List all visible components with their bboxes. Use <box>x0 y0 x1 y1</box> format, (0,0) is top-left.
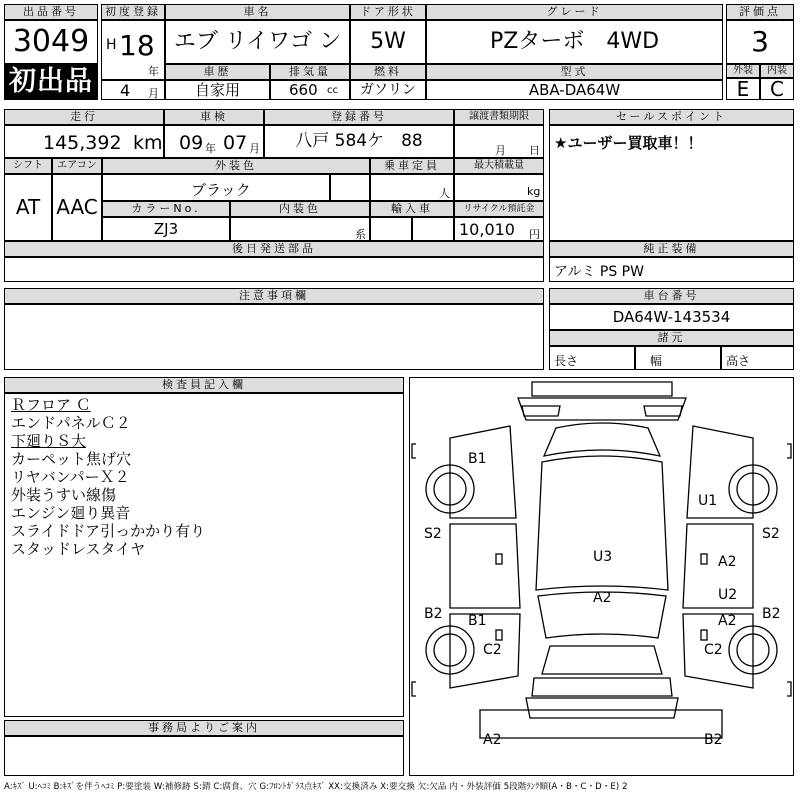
front-bumper-shape <box>532 382 672 396</box>
capacity-box <box>370 174 454 201</box>
mileage-unit: km <box>133 132 163 154</box>
shift-label: シフト <box>4 158 52 174</box>
genuine-equipment: アルミ PS PW <box>554 264 644 280</box>
inspector-notes-box <box>4 393 404 717</box>
later-parts-label: 後日発送部品 <box>4 241 544 257</box>
recycle-fee: 10,010 <box>459 220 515 239</box>
transfer-deadline-label: 譲渡書類期限 <box>454 109 544 125</box>
damage-mark: S2 <box>762 526 780 542</box>
model-code-label: 型式 <box>426 64 723 80</box>
damage-mark-layer <box>424 451 781 748</box>
damage-mark: A2 <box>483 732 502 748</box>
damage-mark: U3 <box>593 549 613 565</box>
bracket-right-rear <box>787 682 791 696</box>
inspector-note: Ｒフロア Ｃ <box>11 396 91 414</box>
grade-label: グレード <box>426 4 723 20</box>
first-registration-label: 初度登録 <box>101 4 165 20</box>
bracket-left-rear <box>412 682 416 696</box>
left-grille-shape <box>522 406 560 416</box>
office-notice-label: 事務局よりご案内 <box>4 720 404 736</box>
car-name-label: 車名 <box>165 4 350 20</box>
front-panel-shape <box>518 398 686 420</box>
inspector-note: 外装うすい線傷 <box>11 486 117 504</box>
max-load-label: 最大積載量 <box>454 158 544 174</box>
fuel-type: ガソリン <box>350 80 426 100</box>
grade: PZターボ 4WD <box>426 20 723 64</box>
displacement-label: 排気量 <box>270 64 350 80</box>
office-notice-box <box>4 736 404 776</box>
mileage-value: 145,392 <box>43 132 122 154</box>
shift-value: AT <box>4 174 52 241</box>
rear-glass-shape <box>542 646 662 674</box>
fuel-label: 燃料 <box>350 64 426 80</box>
inspector-note: リヤバンパーＸ２ <box>11 468 130 486</box>
dimensions-label: 諸元 <box>549 330 794 346</box>
displacement: 660 <box>289 81 318 99</box>
bracket-right-front <box>787 444 791 458</box>
year-unit: 年 <box>148 65 159 78</box>
sales-point-label: セールスポイント <box>549 109 794 125</box>
plate-label: 登録番号 <box>264 109 454 125</box>
inspector-notes-list <box>11 396 397 558</box>
import-box-left <box>370 217 412 241</box>
month-unit: 月 <box>148 87 159 100</box>
interior-color-box <box>230 217 370 241</box>
length-label: 長さ <box>554 354 579 368</box>
rear-gate-shape <box>532 678 672 696</box>
transfer-day-unit: 日 <box>529 144 540 157</box>
interior-grade: C <box>760 78 794 100</box>
inspector-note: スライドドア引っかかり有り <box>11 522 206 540</box>
chassis-number: DA64W-143534 <box>549 304 794 330</box>
interior-color-unit: 系 <box>355 228 366 241</box>
caution-box <box>4 304 544 370</box>
right-front-door-shape <box>687 426 753 518</box>
genuine-equipment-box <box>549 257 794 282</box>
inspector-note: スタッドレスタイヤ <box>11 540 146 558</box>
mileage-box <box>4 125 164 158</box>
recycle-box <box>454 217 544 241</box>
inspector-notes-label: 検査員記入欄 <box>4 377 404 393</box>
exterior-grade: E <box>726 78 760 100</box>
exterior-label: 外装 <box>726 64 760 78</box>
caution-label: 注意事項欄 <box>4 288 544 304</box>
ac-value: AAC <box>52 174 102 241</box>
inspector-note: エンドパネルＣ２ <box>11 414 131 432</box>
registration-month-box <box>101 80 165 100</box>
first-registration-box <box>101 20 165 80</box>
lot-number: 3049 <box>4 20 98 64</box>
later-parts-box <box>4 257 544 282</box>
inspection-label: 車検 <box>164 109 264 125</box>
color-number-label: カラーNo. <box>102 201 230 217</box>
recycle-label: リサイクル預託金 <box>454 201 544 217</box>
registration-year: 18 <box>119 29 155 62</box>
damage-mark: B1 <box>468 613 487 629</box>
sales-point-box <box>549 125 794 241</box>
chassis-label: 車台番号 <box>549 288 794 304</box>
left-rear-handle <box>496 630 502 640</box>
registration-month: 4 <box>120 81 131 100</box>
legend-text: A:ｷｽﾞ U:ﾍｺﾐ B:ｷｽﾞを伴うﾍｺﾐ P:要塗装 W:補修跡 S:錆 C:腐食、穴 G:ﾌﾛﾝﾄｶﾞﾗｽ点ｷｽﾞ XX:交換済み X:要交換 欠:欠品 内・外装評価 5段階ﾗﾝｸ順(A・B・C・D・E) 2 <box>4 782 628 792</box>
transfer-month-unit: 月 <box>495 144 506 157</box>
history-label: 車歴 <box>165 64 270 80</box>
damage-mark: S2 <box>424 526 442 542</box>
inspection-year: 09 <box>179 132 204 154</box>
import-label: 輸入車 <box>370 201 454 217</box>
windshield-shape <box>544 423 660 456</box>
exterior-color-extra <box>330 174 370 201</box>
sales-point: ★ユーザー買取車！！ <box>554 134 703 152</box>
inspection-month-unit: 月 <box>249 142 260 155</box>
right-handle <box>701 554 707 564</box>
rear-bumper-shape <box>526 698 678 718</box>
damage-diagram <box>409 377 794 776</box>
width-label: 幅 <box>650 354 663 368</box>
left-front-door-shape <box>450 426 516 518</box>
left-slide-door-shape <box>450 524 520 608</box>
era: H <box>106 37 117 53</box>
right-rear-handle <box>701 630 707 640</box>
damage-mark: U1 <box>698 493 718 509</box>
plate-number: 八戸 584ケ 88 <box>264 125 454 158</box>
vehicle-history: 自家用 <box>165 80 270 100</box>
exterior-color-box <box>102 174 330 201</box>
ac-label: エアコン <box>52 158 102 174</box>
damage-mark: A2 <box>718 613 737 629</box>
damage-mark: A2 <box>593 590 612 606</box>
roof-shape <box>536 456 668 590</box>
inspection-box <box>164 125 264 158</box>
max-load-unit: kg <box>527 185 541 198</box>
damage-mark: C2 <box>483 642 502 658</box>
height-label: 高さ <box>726 354 751 368</box>
inspector-note: エンジン廻り異音 <box>11 504 131 522</box>
damage-mark: B2 <box>704 732 723 748</box>
car-outline-svg <box>410 378 793 775</box>
mileage-label: 走行 <box>4 109 164 125</box>
damage-mark: B2 <box>762 606 781 622</box>
inspector-note: 下廻りＳ大 <box>11 432 87 450</box>
recycle-unit: 円 <box>529 228 540 241</box>
first-listing-badge: 初出品 <box>4 64 98 100</box>
car-name: エブ リイワゴ ン <box>165 20 350 64</box>
bracket-left-front <box>412 444 416 458</box>
length-box <box>549 346 635 370</box>
door-type-label: ドア形状 <box>350 4 426 20</box>
inspector-note: カーペット焦げ穴 <box>11 450 132 468</box>
capacity-unit: 人 <box>439 187 450 200</box>
genuine-equipment-label: 純正装備 <box>549 241 794 257</box>
damage-mark: B1 <box>468 451 487 467</box>
displacement-unit: cc <box>327 85 338 96</box>
lot-number-label: 出品番号 <box>4 4 98 20</box>
door-type: 5W <box>350 20 426 64</box>
score-label: 評価点 <box>726 4 794 20</box>
interior-color-label: 内装色 <box>230 201 370 217</box>
model-code: ABA-DA64W <box>426 80 723 100</box>
max-load-box <box>454 174 544 201</box>
damage-mark: A2 <box>718 554 737 570</box>
width-box <box>635 346 721 370</box>
exterior-color: ブラック <box>191 181 251 199</box>
transfer-deadline-box <box>454 125 544 158</box>
import-box-right <box>412 217 454 241</box>
displacement-box <box>270 80 350 100</box>
color-number: ZJ3 <box>102 217 230 241</box>
inspection-year-unit: 年 <box>205 142 216 155</box>
damage-mark: C2 <box>704 642 723 658</box>
inspection-month: 07 <box>223 132 248 154</box>
rear-bumper-lower-shape <box>480 710 722 738</box>
height-box <box>721 346 794 370</box>
damage-mark: U2 <box>718 587 738 603</box>
right-grille-shape <box>644 406 682 416</box>
overall-score: 3 <box>726 20 794 64</box>
capacity-label: 乗車定員 <box>370 158 454 174</box>
exterior-color-label: 外装色 <box>102 158 370 174</box>
interior-label: 内装 <box>760 64 794 78</box>
damage-mark: B2 <box>424 606 443 622</box>
left-handle <box>496 554 502 564</box>
